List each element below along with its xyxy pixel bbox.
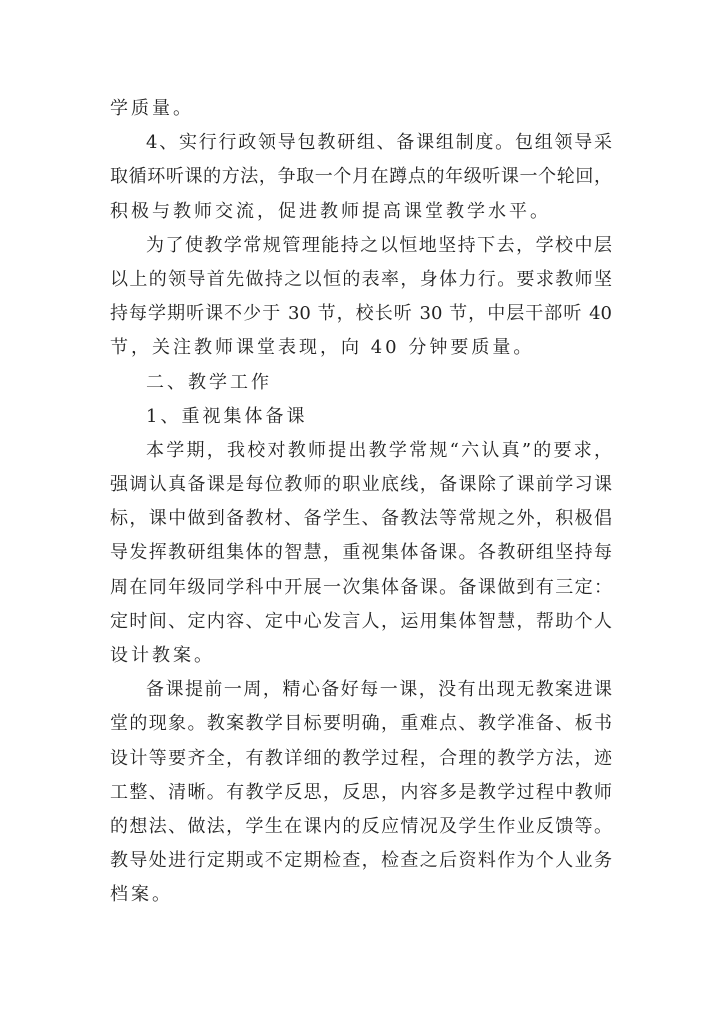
text-line: 导发挥教研组集体的智慧，重视集体备课。各教研组坚持每 bbox=[110, 542, 612, 564]
text-line: 持每学期听课不少于 30 节，校长听 30 节，中层干部听 40 bbox=[110, 303, 612, 325]
text-line: 设计等要齐全，有教详细的教学过程，合理的教学方法，迹 bbox=[110, 747, 612, 769]
text-line: 备课提前一周，精心备好每一课，没有出现无教案进课 bbox=[146, 679, 612, 701]
text-line: 教导处进行定期或不定期检查，检查之后资料作为个人业务 bbox=[110, 850, 612, 872]
text-line: 设计教案。 bbox=[110, 645, 215, 666]
text-line: 取循环听课的方法，争取一个月在蹲点的年级听课一个轮回， bbox=[110, 166, 612, 188]
text-line: 4、实行行政领导包教研组、备课组制度。包组领导采 bbox=[146, 132, 612, 154]
text-line: 二、教学工作 bbox=[146, 371, 272, 393]
text-line: 积极与教师交流，促进教师提高课堂教学水平。 bbox=[110, 200, 551, 222]
text-line: 周在同年级同学科中开展一次集体备课。备课做到有三定： bbox=[110, 576, 612, 598]
text-line: 的想法、做法，学生在课内的反应情况及学生作业反馈等。 bbox=[110, 815, 612, 837]
text-line: 强调认真备课是每位教师的职业底线，备课除了课前学习课 bbox=[110, 474, 612, 496]
text-line: 工整、清晰。有教学反思，反思，内容多是教学过程中教师 bbox=[110, 781, 612, 803]
text-line: 标，课中做到备教材、备学生、备教法等常规之外，积极倡 bbox=[110, 508, 612, 530]
text-line: 节，关注教师课堂表现，向 40 分钟要质量。 bbox=[110, 337, 535, 359]
text-line: 学质量。 bbox=[110, 98, 194, 119]
document-page bbox=[110, 92, 612, 913]
text-line: 本学期，我校对教师提出教学常规“六认真”的要求， bbox=[146, 439, 612, 461]
text-line: 为了使教学常规管理能持之以恒地坚持下去，学校中层 bbox=[146, 234, 612, 256]
text-line: 以上的领导首先做持之以恒的表率，身体力行。要求教师坚 bbox=[110, 268, 612, 290]
text-line: 1、重视集体备课 bbox=[146, 405, 308, 427]
text-line: 档案。 bbox=[110, 884, 173, 906]
text-line: 定时间、定内容、定中心发言人，运用集体智慧，帮助个人 bbox=[110, 610, 612, 632]
text-line: 堂的现象。教案教学目标要明确，重难点、教学准备、板书 bbox=[110, 713, 612, 735]
